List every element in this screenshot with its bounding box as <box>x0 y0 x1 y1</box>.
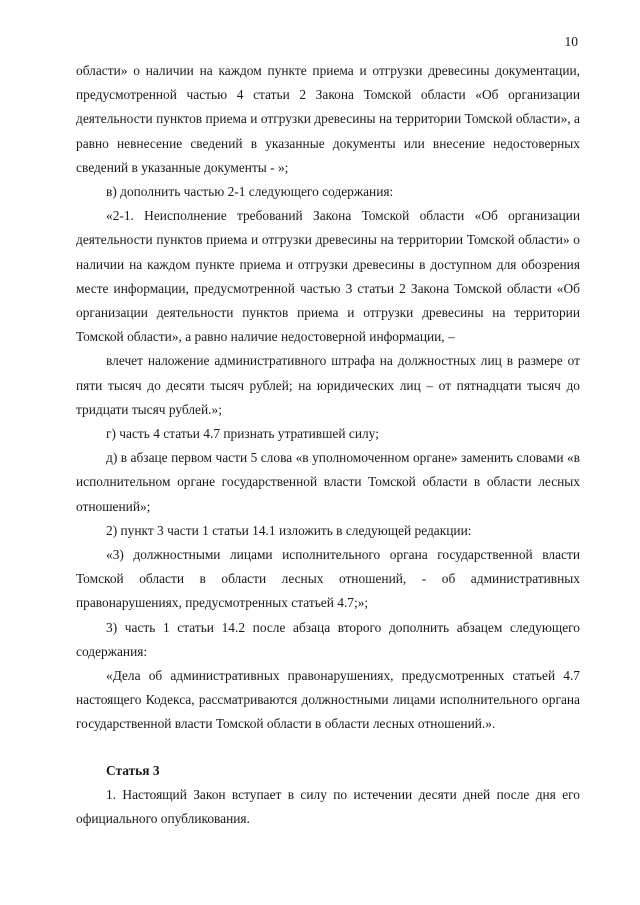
paragraph: «3) должностными лицами исполнительного органа государственной власти Томской области в области лесных отношений, - об административных правонарушениях, предусмотренных статьей 4.7;»; <box>76 547 580 611</box>
paragraph: г) часть 4 статьи 4.7 признать утратившей силу; <box>106 426 379 442</box>
paragraph: 2) пункт 3 части 1 статьи 14.1 изложить в следующей редакции: <box>106 522 472 538</box>
paragraph: д) в абзаце первом части 5 слова «в уполномоченном органе» заменить словами «в исполнительном органе государственной власти Томской области в области лесных отношений»; <box>76 450 580 514</box>
paragraph: в) дополнить частью 2-1 следующего содержания: <box>106 184 394 200</box>
document-body <box>76 59 580 831</box>
paragraph: «2-1. Неисполнение требований Закона Томской области «Об организации деятельности пунктов приема и отгрузки древесины на территории Томской области» о наличии на каждом пункте приема и отгрузки древесины в доступном для обозрения месте информации, предусмотренной частью 3 статьи 2 Закона Томской области «Об организации деятельности пунктов приема и отгрузки древесины на территории Томской области», а равно наличие недостоверной информации, – <box>76 208 580 345</box>
paragraph: 3) часть 1 статьи 14.2 после абзаца второго дополнить абзацем следующего содержания: <box>76 619 580 659</box>
paragraph: влечет наложение административного штрафа на должностных лиц в размере от пяти тысяч до десяти тысяч рублей; на юридических лиц – от пятнадцати тысяч до тридцати тысяч рублей.»; <box>76 353 580 417</box>
page-number: 10 <box>564 34 578 49</box>
paragraph: «Дела об административных правонарушениях, предусмотренных статьей 4.7 настоящего Кодекса, рассматриваются должностными лицами исполнительного органа государственной власти Томской области в области лесных отношений.». <box>76 668 580 732</box>
paragraph: 1. Настоящий Закон вступает в силу по истечении десяти дней после дня его официального опубликования. <box>76 786 580 827</box>
article-heading: Статья 3 <box>106 762 160 778</box>
paragraph: области» о наличии на каждом пункте приема и отгрузки древесины документации, предусмотренной частью 4 статьи 2 Закона Томской области «Об организации деятельности пунктов приема и отгрузки древесины на территории Томской области», а равно невнесение сведений в указанные документы или внесение недостоверных сведений в указанные документы - »; <box>76 63 580 175</box>
